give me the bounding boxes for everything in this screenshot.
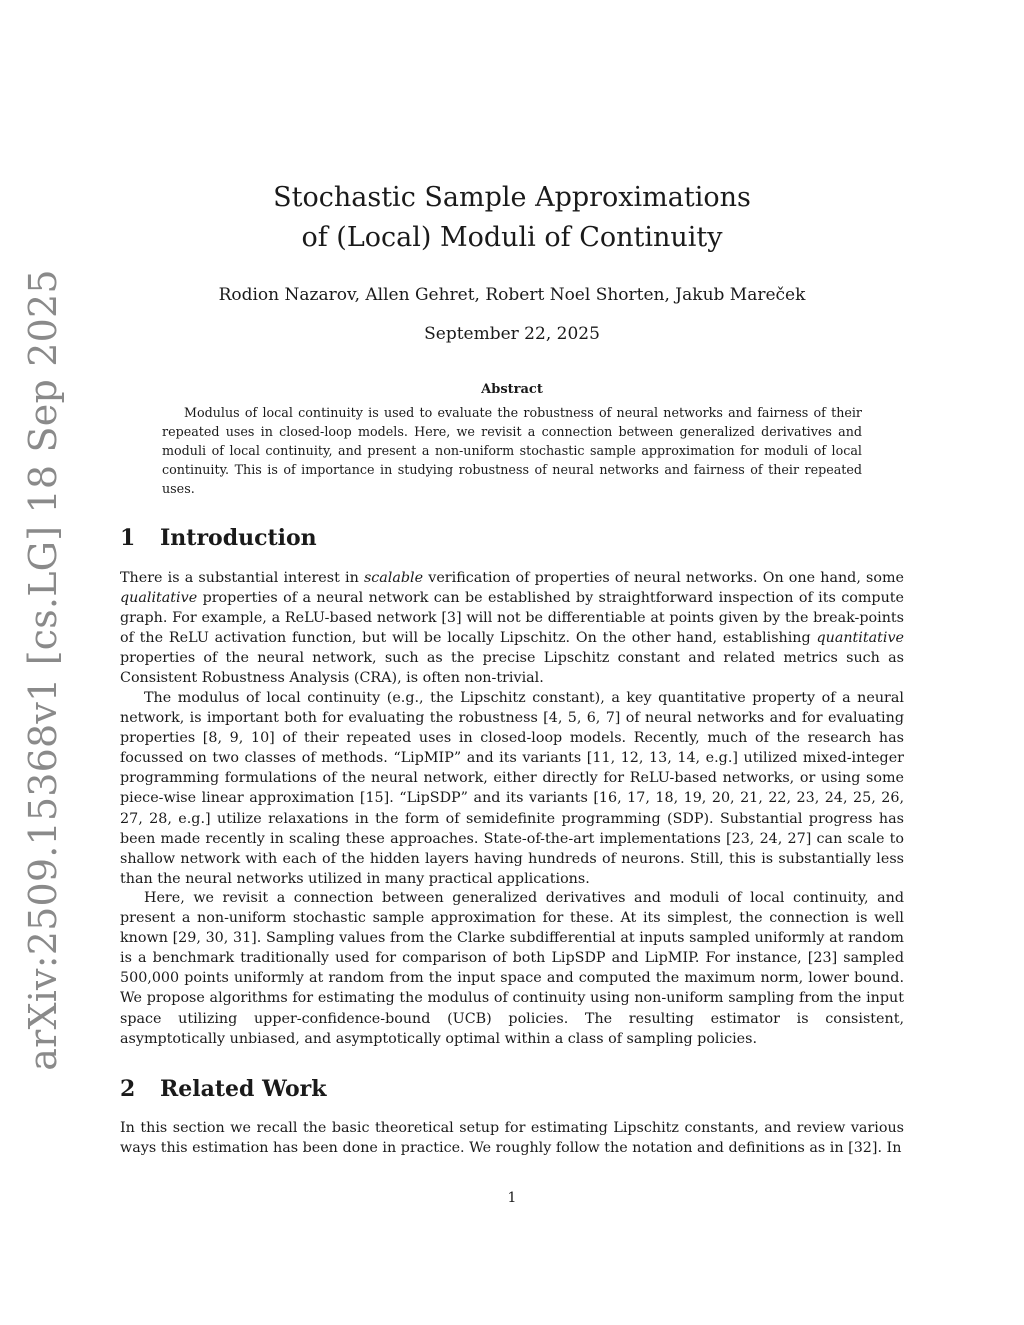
text-run: properties of the neural network, such as the precise Lipschitz constant and related metrics such as Consistent Robustness Analysis (CRA), is often non-trivial. <box>120 650 904 687</box>
related-work-paragraph-1: In this section we recall the basic theoretical setup for estimating Lipschitz constants, and review various ways this estimation has been done in practice. We roughly follow the notation and definitions as in [32]. In <box>120 1120 904 1157</box>
title-line-2: of (Local) Moduli of Continuity <box>301 222 723 253</box>
author-list: Rodion Nazarov, Allen Gehret, Robert Noel Shorten, Jakub Mareček <box>218 285 806 305</box>
section-number: 1 <box>120 525 136 551</box>
publication-date: September 22, 2025 <box>424 324 600 344</box>
arxiv-sidebar <box>18 269 68 1071</box>
section-title: Introduction <box>160 525 317 551</box>
abstract-text: Modulus of local continuity is used to evaluate the robustness of neural networks and fairness of their repeated uses in closed-loop models. Here, we revisit a connection between generalized derivatives and moduli of local continuity, and present a non-uniform stochastic sample approximation for moduli of local continuity. This is of importance in studying robustness of neural networks and fairness of their repeated uses. <box>162 405 862 497</box>
section-title: Related Work <box>160 1076 327 1102</box>
paper-title <box>0 178 1024 258</box>
emphasis-scalable: scalable <box>363 570 424 586</box>
text-run: properties of a neural network can be established by straightforward inspection of its compute graph. For example, a ReLU-based network [3] will not be differentiable at points given by the break-points of the ReLU activation function, but will be locally Lipschitz. On the other hand, establishing <box>120 590 904 647</box>
intro-paragraph-1 <box>120 568 904 689</box>
section-number: 2 <box>120 1076 136 1102</box>
emphasis-qualitative: qualitative <box>120 590 198 607</box>
page-number: 1 <box>507 1190 517 1206</box>
text-run: There is a substantial interest in <box>120 570 364 586</box>
intro-paragraph-3: Here, we revisit a connection between generalized derivatives and moduli of local continuity, and present a non-uniform stochastic sample approximation for these. At its simplest, the connection is well known [29, 30, 31]. Sampling values from the Clarke subdifferential at inputs sampled uniformly at random is a benchmark traditionally used for comparison of both LipSDP and LipMIP. For instance, [23] sampled 500,000 points uniformly at random from the input space and computed the maximum norm, lower bound. We propose algorithms for estimating the modulus of continuity using non-uniform sampling from the input space utilizing upper-confidence-bound (UCB) policies. The resulting estimator is consistent, asymptotically unbiased, and asymptotically optimal within a class of sampling policies. <box>120 890 904 1047</box>
section-heading-introduction <box>120 525 317 551</box>
emphasis-quantitative: quantitative <box>816 630 904 647</box>
section-heading-related-work <box>120 1076 327 1102</box>
abstract-heading: Abstract <box>481 382 543 397</box>
title-line-1: Stochastic Sample Approximations <box>273 182 751 213</box>
text-run: verification of properties of neural networks. On one hand, some <box>423 570 904 586</box>
arxiv-identifier: arXiv:2509.15368v1 [cs.LG] 18 Sep 2025 <box>21 269 65 1071</box>
intro-paragraph-2: The modulus of local continuity (e.g., the Lipschitz constant), a key quantitative property of a neural network, is important both for evaluating the robustness [4, 5, 6, 7] of neural networks and for evaluating properties [8, 9, 10] of their repeated uses in closed-loop models. Recently, much of the research has focussed on two classes of methods. “LipMIP” and its variants [11, 12, 13, 14, e.g.] utilized mixed-integer programming formulations of the neural network, either directly for ReLU-based networks, or using some piece-wise linear approximation [15]. “LipSDP” and its variants [16, 17, 18, 19, 20, 21, 22, 23, 24, 25, 26, 27, 28, e.g.] utilize relaxations in the form of semidefinite programming (SDP). Substantial progress has been made recently in scaling these approaches. State-of-the-art implementations [23, 24, 27] can scale to shallow network with each of the hidden layers having hundreds of neurons. Still, this is substantially less than the neural networks utilized in many practical applications. <box>120 690 904 887</box>
